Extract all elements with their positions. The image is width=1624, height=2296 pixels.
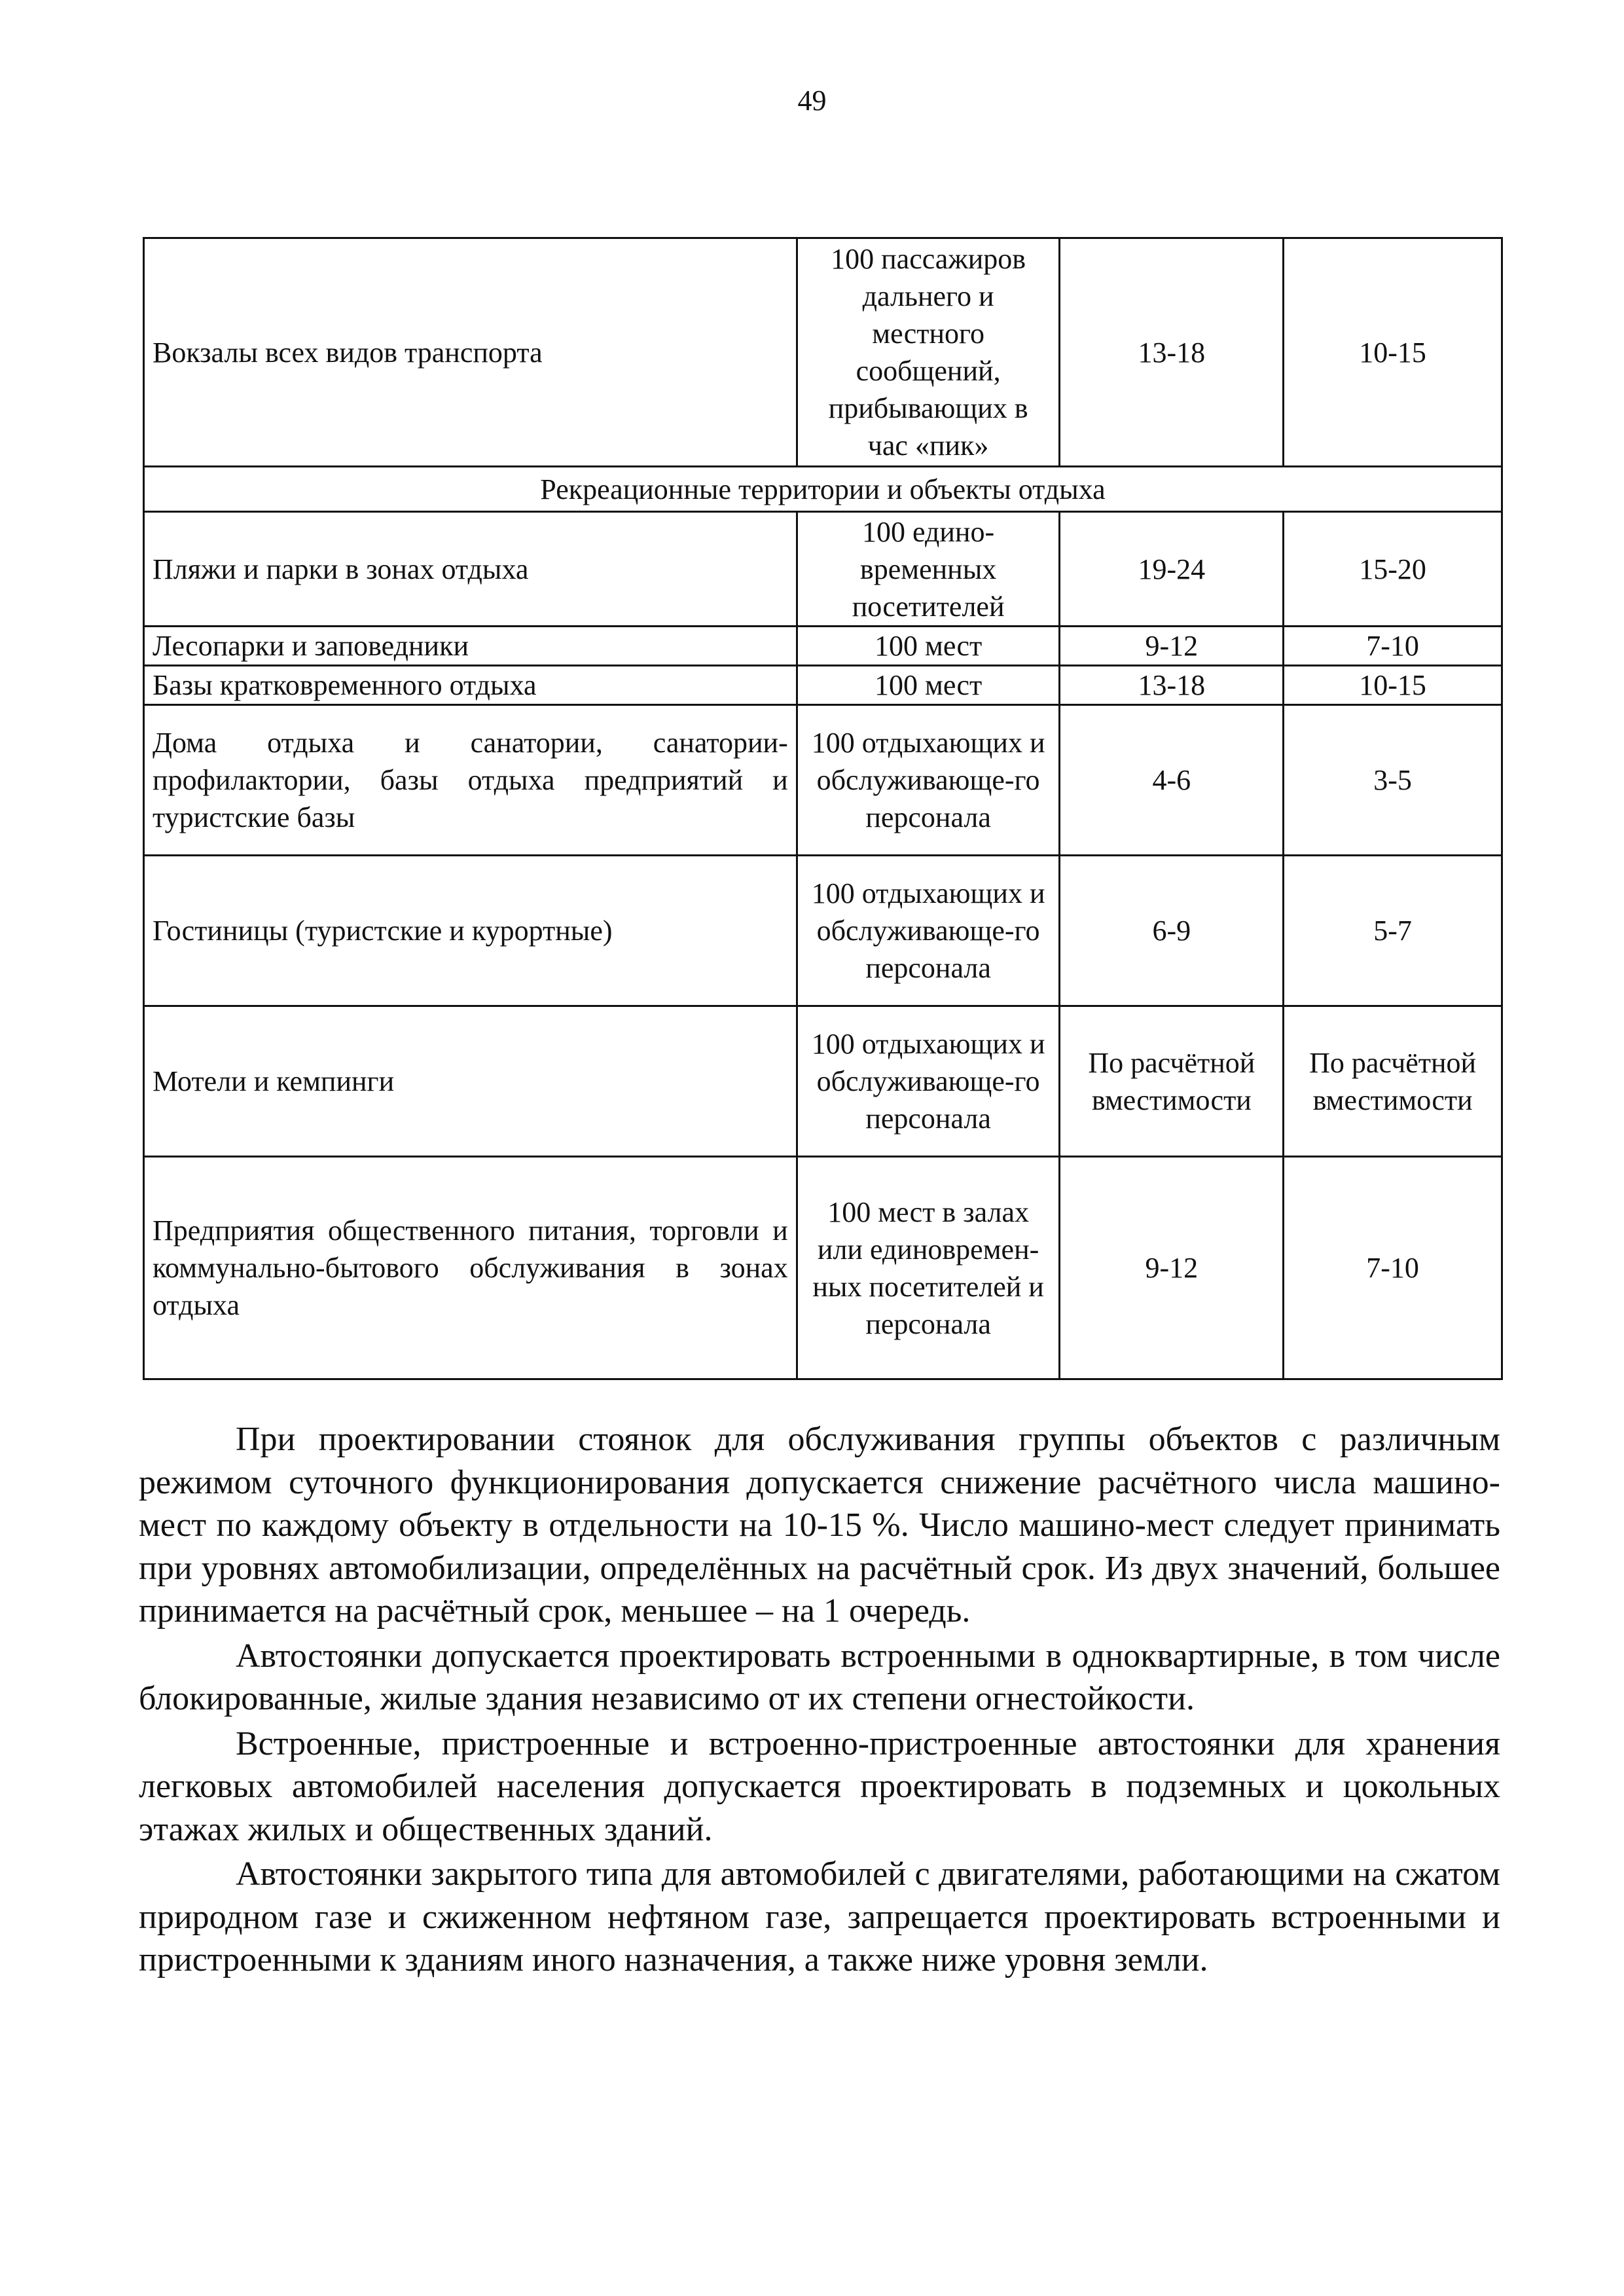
row-value-1: 19-24 — [1060, 512, 1284, 627]
row-name: Базы кратковременного отдыха — [144, 666, 797, 705]
row-name: Гостиницы (туристские и курортные) — [144, 856, 797, 1006]
table-row — [144, 666, 1502, 705]
row-value-2: 10-15 — [1284, 666, 1502, 705]
row-value-1: 6-9 — [1060, 856, 1284, 1006]
row-value-1: 9-12 — [1060, 1157, 1284, 1379]
row-value-2: 10-15 — [1284, 238, 1502, 467]
row-value-1: 9-12 — [1060, 627, 1284, 666]
table-row — [144, 1006, 1502, 1157]
row-unit: 100 отдыхающих и обслуживающе-го персонала — [797, 856, 1060, 1006]
parking-norms-table — [143, 237, 1503, 1380]
table-row — [144, 705, 1502, 856]
paragraph: Встроенные, пристроенные и встроенно-пристроенные автостоянки для хранения легковых автомобилей населения допускается проектировать в подземных и цокольных этажах жилых и общественных зданий. — [139, 1724, 1500, 1848]
row-unit: 100 мест в залах или единовремен-ных посетителей и персонала — [797, 1157, 1060, 1379]
table-row — [144, 512, 1502, 627]
page-number: 49 — [797, 84, 827, 117]
row-value-1: 4-6 — [1060, 705, 1284, 856]
paragraph: Автостоянки закрытого типа для автомобилей с двигателями, работающими на сжатом природном газе и сжиженном нефтяном газе, запрещается проектировать встроенными и пристроенными к зданиям иного назначения, а также ниже уровня земли. — [139, 1855, 1500, 1978]
table-section-row — [144, 467, 1502, 512]
table-row — [144, 627, 1502, 666]
row-value-1: По расчётной вместимости — [1060, 1006, 1284, 1157]
row-value-2: 7-10 — [1284, 1157, 1502, 1379]
row-name: Вокзалы всех видов транспорта — [144, 238, 797, 467]
row-name: Лесопарки и заповедники — [144, 627, 797, 666]
row-value-1: 13-18 — [1060, 238, 1284, 467]
row-unit: 100 отдыхающих и обслуживающе-го персонала — [797, 1006, 1060, 1157]
row-value-2: По расчётной вместимости — [1284, 1006, 1502, 1157]
row-value-2: 7-10 — [1284, 627, 1502, 666]
row-name: Мотели и кемпинги — [144, 1006, 797, 1157]
paragraph: При проектировании стоянок для обслуживания группы объектов с различным режимом суточного функционирования допускается снижение расчётного числа машино-мест по каждому объекту в отдельности на 10-15 %. Число машино-мест следует принимать при уровнях автомобилизации, определённых на расчётный срок. Из двух значений, большее принимается на расчётный срок, меньшее – на 1 очередь. — [139, 1421, 1500, 1630]
row-unit: 100 едино-временных посетителей — [797, 512, 1060, 627]
row-value-2: 3-5 — [1284, 705, 1502, 856]
row-name: Предприятия общественного питания, торговли и коммунально-бытового обслуживания в зонах отдыха — [144, 1157, 797, 1379]
row-unit: 100 мест — [797, 627, 1060, 666]
row-unit: 100 пассажиров дальнего и местного сообщений, прибывающих в час «пик» — [797, 238, 1060, 467]
table-row — [144, 238, 1502, 467]
body-text — [139, 1418, 1500, 1984]
row-value-2: 5-7 — [1284, 856, 1502, 1006]
table-row — [144, 856, 1502, 1006]
row-value-2: 15-20 — [1284, 512, 1502, 627]
row-name: Дома отдыха и санатории, санатории-профилактории, базы отдыха предприятий и туристские базы — [144, 705, 797, 856]
row-unit: 100 мест — [797, 666, 1060, 705]
row-name: Пляжи и парки в зонах отдыха — [144, 512, 797, 627]
row-unit: 100 отдыхающих и обслуживающе-го персонала — [797, 705, 1060, 856]
paragraph: Автостоянки допускается проектировать встроенными в одноквартирные, в том числе блокированные, жилые здания независимо от их степени огнестойкости. — [139, 1637, 1500, 1717]
section-title: Рекреационные территории и объекты отдыха — [144, 467, 1502, 512]
row-value-1: 13-18 — [1060, 666, 1284, 705]
table-row — [144, 1157, 1502, 1379]
